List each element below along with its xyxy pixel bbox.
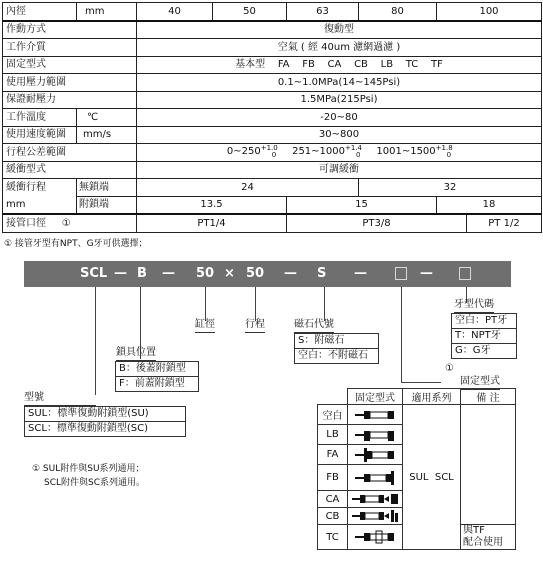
- proof-label: 保證耐壓力: [3, 91, 137, 109]
- mount-code: FB: [318, 465, 348, 491]
- pressure-label: 使用壓力範圍: [3, 74, 137, 92]
- bore-80: 80: [359, 3, 437, 21]
- lock-opt-b: B：後蓋附鎖型: [119, 363, 186, 374]
- lock-b: 15: [287, 196, 437, 214]
- row-temp: [3, 109, 542, 127]
- mounting-value: 基本型 FA FB CA CB LB TC TF: [137, 56, 542, 74]
- cylinder-cb-icon: [351, 510, 399, 522]
- spec-table: [2, 2, 542, 233]
- lock-opt-f: F：前蓋附鎖型: [116, 376, 198, 391]
- row-port: [3, 214, 542, 232]
- cushion-stroke-label: 緩衝行程: [3, 179, 77, 197]
- thread-opt-g: G：G牙: [452, 343, 516, 358]
- code-magnet: S: [317, 266, 327, 281]
- magnet-options: [294, 333, 379, 364]
- code-dash-1: —: [114, 266, 127, 281]
- port-c: PT 1/2: [467, 214, 542, 232]
- port-label: 接管口徑 ①: [3, 214, 137, 232]
- model-opt-sul: SUL：標準復動附鎖型(SU): [28, 408, 149, 419]
- mount-icon-basic: [348, 405, 403, 425]
- cushion-type-value: 可調緩衝: [137, 161, 542, 179]
- cylinder-ca-icon: [351, 493, 399, 505]
- mount-icon-fa: [348, 445, 403, 465]
- code-thread-box: [459, 267, 471, 280]
- port-mark: ①: [61, 217, 71, 229]
- mount-header-type: 固定型式: [348, 389, 403, 405]
- mount-code: TC: [318, 525, 348, 550]
- mount-icon-tc: [348, 525, 403, 550]
- bore-50: 50: [213, 3, 287, 21]
- mount-remark-empty: [461, 405, 516, 525]
- mount-code: 空白: [318, 405, 348, 425]
- row-cushion-type: [3, 161, 542, 179]
- lock-label: 附鎖端: [77, 196, 137, 214]
- cylinder-basic-icon: [354, 409, 396, 421]
- row-action: [3, 21, 542, 39]
- mount-row: [318, 405, 516, 425]
- row-tolerance: [3, 144, 542, 162]
- thread-tag: 牙型代碼: [454, 298, 494, 313]
- mount-code: LB: [318, 425, 348, 445]
- row-proof: [3, 91, 542, 109]
- code-dash-2: —: [162, 266, 175, 281]
- cushion-stroke-unit: mm: [3, 196, 77, 214]
- temp-value: -20~80: [137, 109, 542, 127]
- medium-value: 空氣 ( 經 40um 濾網過濾 ): [137, 39, 542, 57]
- tol-1: $0\sim 250^{+1.0}_0$: [226, 144, 278, 160]
- mount-mark: ①: [445, 363, 454, 374]
- row-medium: [3, 39, 542, 57]
- bore-100: 100: [437, 3, 542, 21]
- medium-label: 工作介質: [3, 39, 137, 57]
- nolock-label: 無鎖端: [77, 179, 137, 197]
- magnet-line: [324, 287, 325, 321]
- proof-value: 1.5MPa(215Psi): [137, 91, 542, 109]
- mounting-table: [317, 388, 516, 550]
- mount-header-row: [318, 389, 516, 405]
- mount-tag: 固定型式: [460, 375, 500, 390]
- code-dash-3: —: [284, 266, 297, 281]
- series-note-1: ① SUL附件與SU系列通用；: [32, 464, 145, 474]
- bore-label: 內徑: [3, 3, 77, 21]
- bore-unit: mm: [77, 3, 137, 21]
- mount-header-series: 適用系列: [403, 389, 461, 405]
- nolock-b: 32: [359, 179, 542, 197]
- code-bore: 50: [196, 266, 215, 281]
- model-line: [95, 287, 96, 395]
- model-opt-scl: SCL：標準復動附鎖型(SC): [25, 421, 185, 436]
- row-bore: [3, 3, 542, 21]
- mount-line-h: [401, 382, 441, 383]
- mount-icon-lb: [348, 425, 403, 445]
- bore-tag: 缸徑: [195, 318, 215, 333]
- nolock-a: 24: [137, 179, 359, 197]
- thread-opt-pt: 空白：PT牙: [455, 315, 508, 326]
- cylinder-tc-icon: [354, 530, 396, 544]
- tolerance-value: [137, 144, 542, 162]
- series-note-2: SCL附件與SC系列通用。: [44, 478, 146, 488]
- temp-label: 工作溫度: [3, 109, 77, 127]
- thread-options: [451, 313, 517, 359]
- magnet-opt-blank: 空白：不附磁石: [295, 348, 378, 363]
- mount-header-remark: 備 注: [461, 389, 516, 405]
- tolerance-label: 行程公差範圍: [3, 144, 137, 162]
- code-lock: B: [137, 266, 147, 281]
- cylinder-lb-icon: [354, 429, 396, 441]
- mount-line: [401, 287, 402, 383]
- code-mount-box: [395, 267, 407, 280]
- mount-icon-ca: [348, 491, 403, 508]
- row-speed: [3, 126, 542, 144]
- tol-3: $1001\sim 1500^{+1.8}_0$: [376, 144, 453, 160]
- code-times: ×: [224, 266, 235, 281]
- row-mounting: [3, 56, 542, 74]
- mount-series: SUL SCL: [403, 405, 461, 550]
- speed-value: 30~800: [137, 126, 542, 144]
- mount-icon-fb: [348, 465, 403, 491]
- bore-63: 63: [287, 3, 359, 21]
- row-cushion-nolock: [3, 179, 542, 197]
- code-dash-4: —: [354, 266, 367, 281]
- lock-tag: 鎖具位置: [116, 346, 156, 361]
- port-b: PT3/8: [287, 214, 467, 232]
- pressure-value: 0.1~1.0MPa(14~145Psi): [137, 74, 542, 92]
- action-label: 作動方式: [3, 21, 137, 39]
- action-value: 復動型: [137, 21, 542, 39]
- model-tag: 型號: [24, 391, 96, 406]
- mount-remark-tf: [461, 525, 516, 550]
- model-options: [24, 406, 186, 437]
- mount-code: CA: [318, 491, 348, 508]
- tol-2: $251\sim 1000^{+1.4}_0$: [292, 144, 362, 160]
- row-pressure: [3, 74, 542, 92]
- bore-line: [205, 287, 206, 321]
- series-note: [32, 462, 145, 490]
- code-model: SCL: [80, 266, 108, 281]
- code-dash-5: —: [420, 266, 433, 281]
- speed-label: 使用速度範圍: [3, 126, 77, 144]
- lock-options: [115, 361, 199, 392]
- cylinder-fa-icon: [354, 448, 396, 462]
- mounting-label: 固定型式: [3, 56, 137, 74]
- bore-40: 40: [137, 3, 213, 21]
- port-a: PT1/4: [137, 214, 287, 232]
- magnet-tag: 磁石代號: [294, 318, 334, 333]
- temp-unit: ℃: [77, 109, 137, 127]
- mount-code: CB: [318, 508, 348, 525]
- cylinder-fb-icon: [354, 471, 396, 485]
- mount-code: FA: [318, 445, 348, 465]
- speed-unit: mm/s: [77, 126, 137, 144]
- stroke-line: [255, 287, 256, 321]
- remark-line-1: 與TF: [463, 525, 485, 536]
- thread-note: ① 接管牙型有NPT、G牙可供選擇；: [4, 239, 148, 249]
- order-code-bar: [24, 261, 511, 287]
- code-stroke: 50: [246, 266, 265, 281]
- lock-c: 18: [437, 196, 542, 214]
- magnet-opt-s: S：附磁石: [298, 335, 345, 346]
- remark-line-2: 配合使用: [463, 537, 503, 548]
- cushion-type-label: 緩衝型式: [3, 161, 137, 179]
- thread-opt-npt: T：NPT牙: [452, 328, 516, 343]
- mount-icon-cb: [348, 508, 403, 525]
- stroke-tag: 行程: [245, 318, 265, 333]
- lock-a: 13.5: [137, 196, 287, 214]
- row-cushion-lock: [3, 196, 542, 214]
